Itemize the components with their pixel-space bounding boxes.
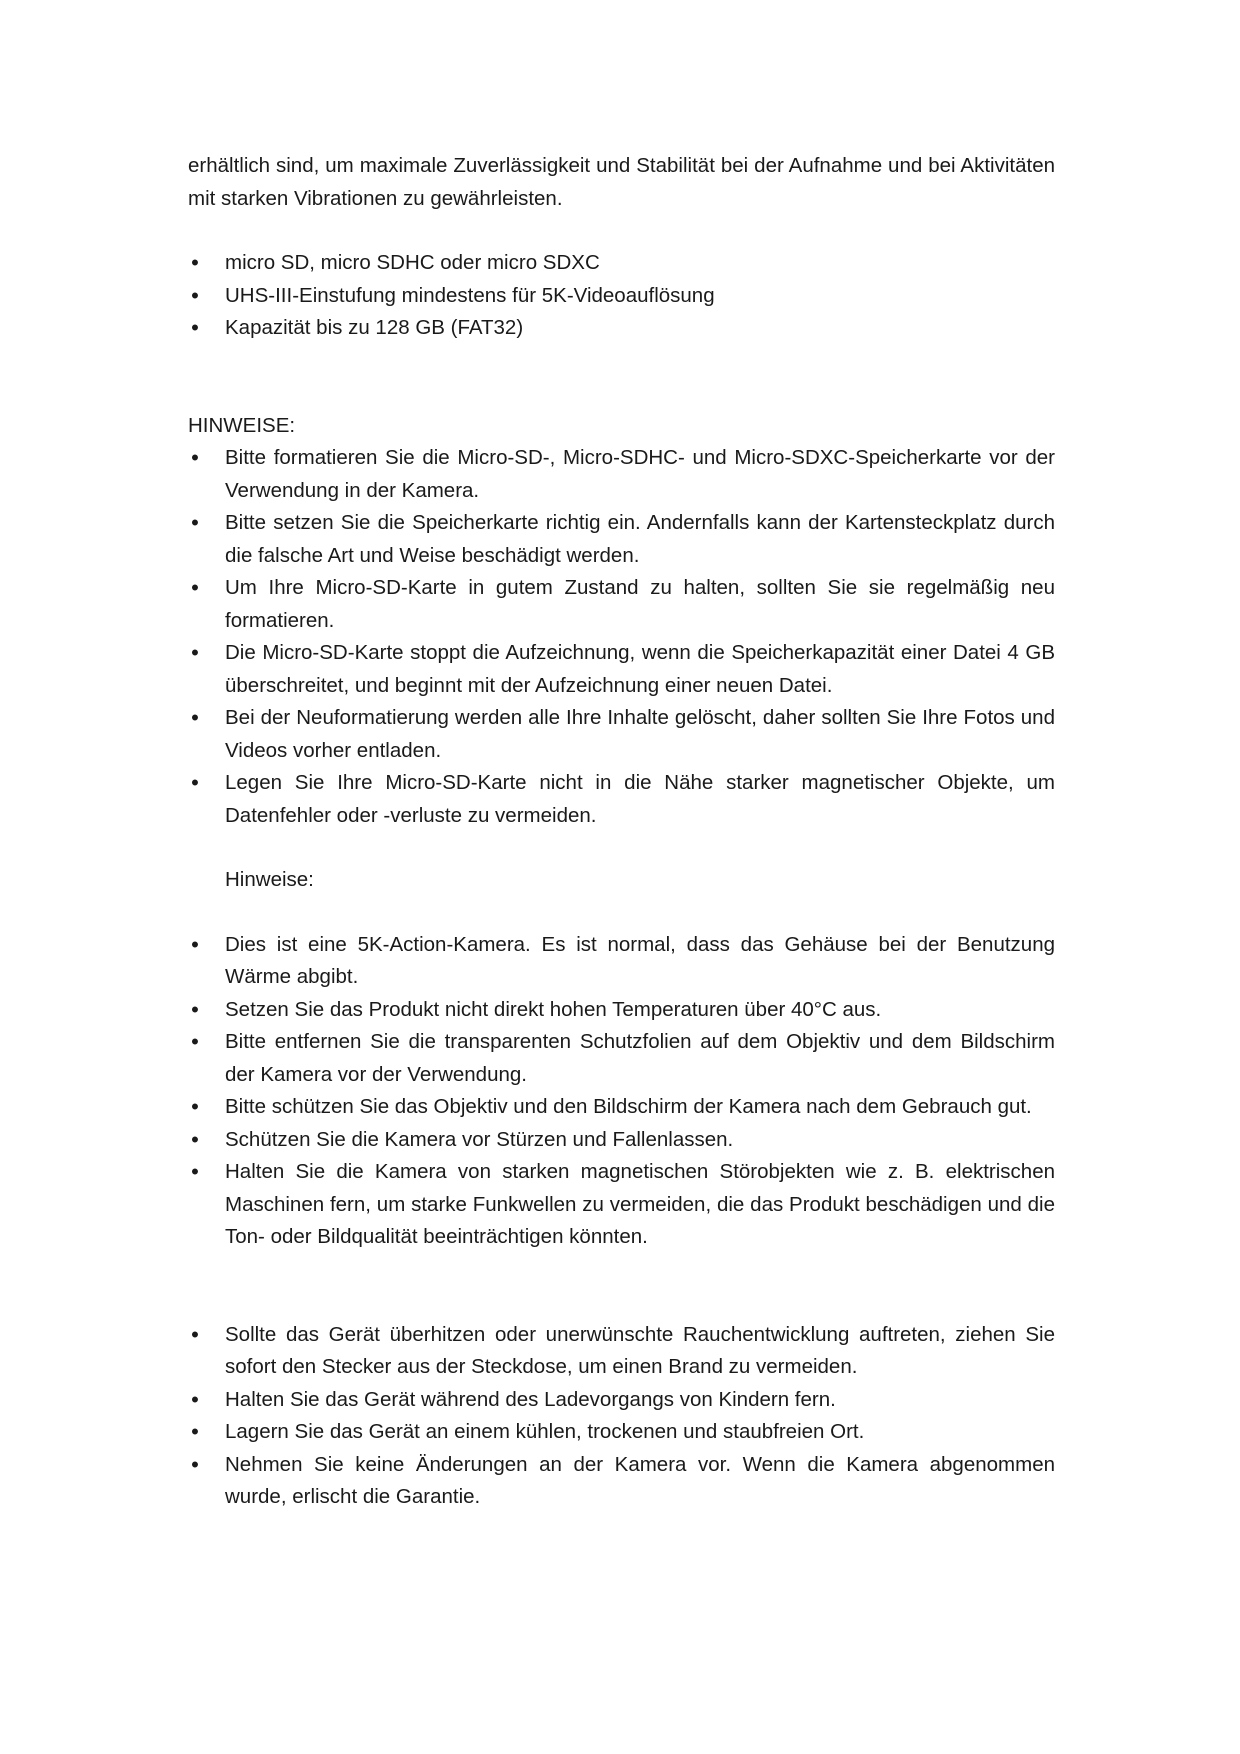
- hinweise-heading: HINWEISE:: [188, 413, 296, 437]
- list-item: • micro SD, micro SDHC oder micro SDXC: [188, 247, 1055, 280]
- bullet-icon: •: [191, 996, 199, 1022]
- bullet-icon: •: [191, 1029, 199, 1054]
- bullet-icon: •: [191, 250, 199, 275]
- list-item: • Schützen Sie die Kamera vor Stürzen und Fallenlassen.: [188, 1124, 1055, 1157]
- list-item: • Bitte formatieren Sie die Micro-SD-, Micro-SDHC- und Micro-SDXC-Speicherkarte vor der Verwendung in der Kamera.: [188, 442, 1055, 507]
- bullet-icon: •: [191, 1321, 199, 1347]
- bullet-icon: •: [191, 282, 199, 308]
- list-item: • UHS-III-Einstufung mindestens für 5K-Videoauflösung: [188, 280, 1055, 313]
- list-item: • Kapazität bis zu 128 GB (FAT32): [188, 312, 1055, 345]
- bullet-icon: •: [191, 705, 199, 730]
- list-item: • Um Ihre Micro-SD-Karte in gutem Zustand zu halten, sollten Sie sie regelmäßig neu formatieren.: [188, 572, 1055, 637]
- list-item: • Bitte setzen Sie die Speicherkarte richtig ein. Andernfalls kann der Kartensteckplatz durch die falsche Art und Weise beschädigt werden.: [188, 507, 1055, 572]
- list-item: • Bitte entfernen Sie die transparenten Schutzfolien auf dem Objektiv und dem Bildschirm der Kamera vor der Verwendung.: [188, 1026, 1055, 1091]
- intro-paragraph: erhältlich sind, um maximale Zuverlässigkeit und Stabilität bei der Aufnahme und bei Aktivitäten mit starken Vibrationen zu gewährleisten.: [188, 154, 1055, 210]
- bullet-icon: •: [191, 931, 199, 957]
- bullet-icon: •: [191, 445, 199, 470]
- safety-notes-list: [188, 1319, 1055, 1514]
- card-specs-list: [188, 247, 1055, 345]
- list-item: • Bitte schützen Sie das Objektiv und den Bildschirm der Kamera nach dem Gebrauch gut.: [188, 1091, 1055, 1124]
- list-item: • Dies ist eine 5K-Action-Kamera. Es ist normal, dass das Gehäuse bei der Benutzung Wärme abgibt.: [188, 929, 1055, 994]
- bullet-icon: •: [191, 1094, 199, 1119]
- bullet-icon: •: [191, 1126, 199, 1152]
- bullet-icon: •: [191, 1419, 199, 1444]
- camera-notes-list: [188, 929, 1055, 1254]
- list-item: • Halten Sie die Kamera von starken magnetischen Störobjekten wie z. B. elektrischen Maschinen fern, um starke Funkwellen zu vermeiden, die das Produkt beschädigen und die Ton- oder Bildqualität beeinträchtigen könnten.: [188, 1156, 1055, 1254]
- list-item: • Lagern Sie das Gerät an einem kühlen, trockenen und staubfreien Ort.: [188, 1416, 1055, 1449]
- list-item: • Bei der Neuformatierung werden alle Ihre Inhalte gelöscht, daher sollten Sie Ihre Fotos und Videos vorher entladen.: [188, 702, 1055, 767]
- bullet-icon: •: [191, 1386, 199, 1412]
- bullet-icon: •: [191, 1159, 199, 1184]
- bullet-icon: •: [191, 575, 199, 600]
- list-item: • Legen Sie Ihre Micro-SD-Karte nicht in die Nähe starker magnetischer Objekte, um Datenfehler oder -verluste zu vermeiden.: [188, 767, 1055, 832]
- list-item: • Setzen Sie das Produkt nicht direkt hohen Temperaturen über 40°C aus.: [188, 994, 1055, 1027]
- list-item: • Sollte das Gerät überhitzen oder unerwünschte Rauchentwicklung auftreten, ziehen Sie sofort den Stecker aus der Steckdose, um einen Brand zu vermeiden.: [188, 1319, 1055, 1384]
- bullet-icon: •: [191, 770, 199, 795]
- card-notes-list: [188, 442, 1055, 832]
- bullet-icon: •: [191, 315, 199, 340]
- bullet-icon: •: [191, 510, 199, 535]
- list-item: • Halten Sie das Gerät während des Ladevorgangs von Kindern fern.: [188, 1384, 1055, 1417]
- bullet-icon: •: [191, 640, 199, 665]
- list-item: • Die Micro-SD-Karte stoppt die Aufzeichnung, wenn die Speicherkapazität einer Datei 4 GB überschreitet, und beginnt mit der Aufzeichnung einer neuen Datei.: [188, 637, 1055, 702]
- hinweise-subheading: Hinweise:: [225, 868, 314, 891]
- bullet-icon: •: [191, 1451, 199, 1477]
- list-item: • Nehmen Sie keine Änderungen an der Kamera vor. Wenn die Kamera abgenommen wurde, erlischt die Garantie.: [188, 1449, 1055, 1514]
